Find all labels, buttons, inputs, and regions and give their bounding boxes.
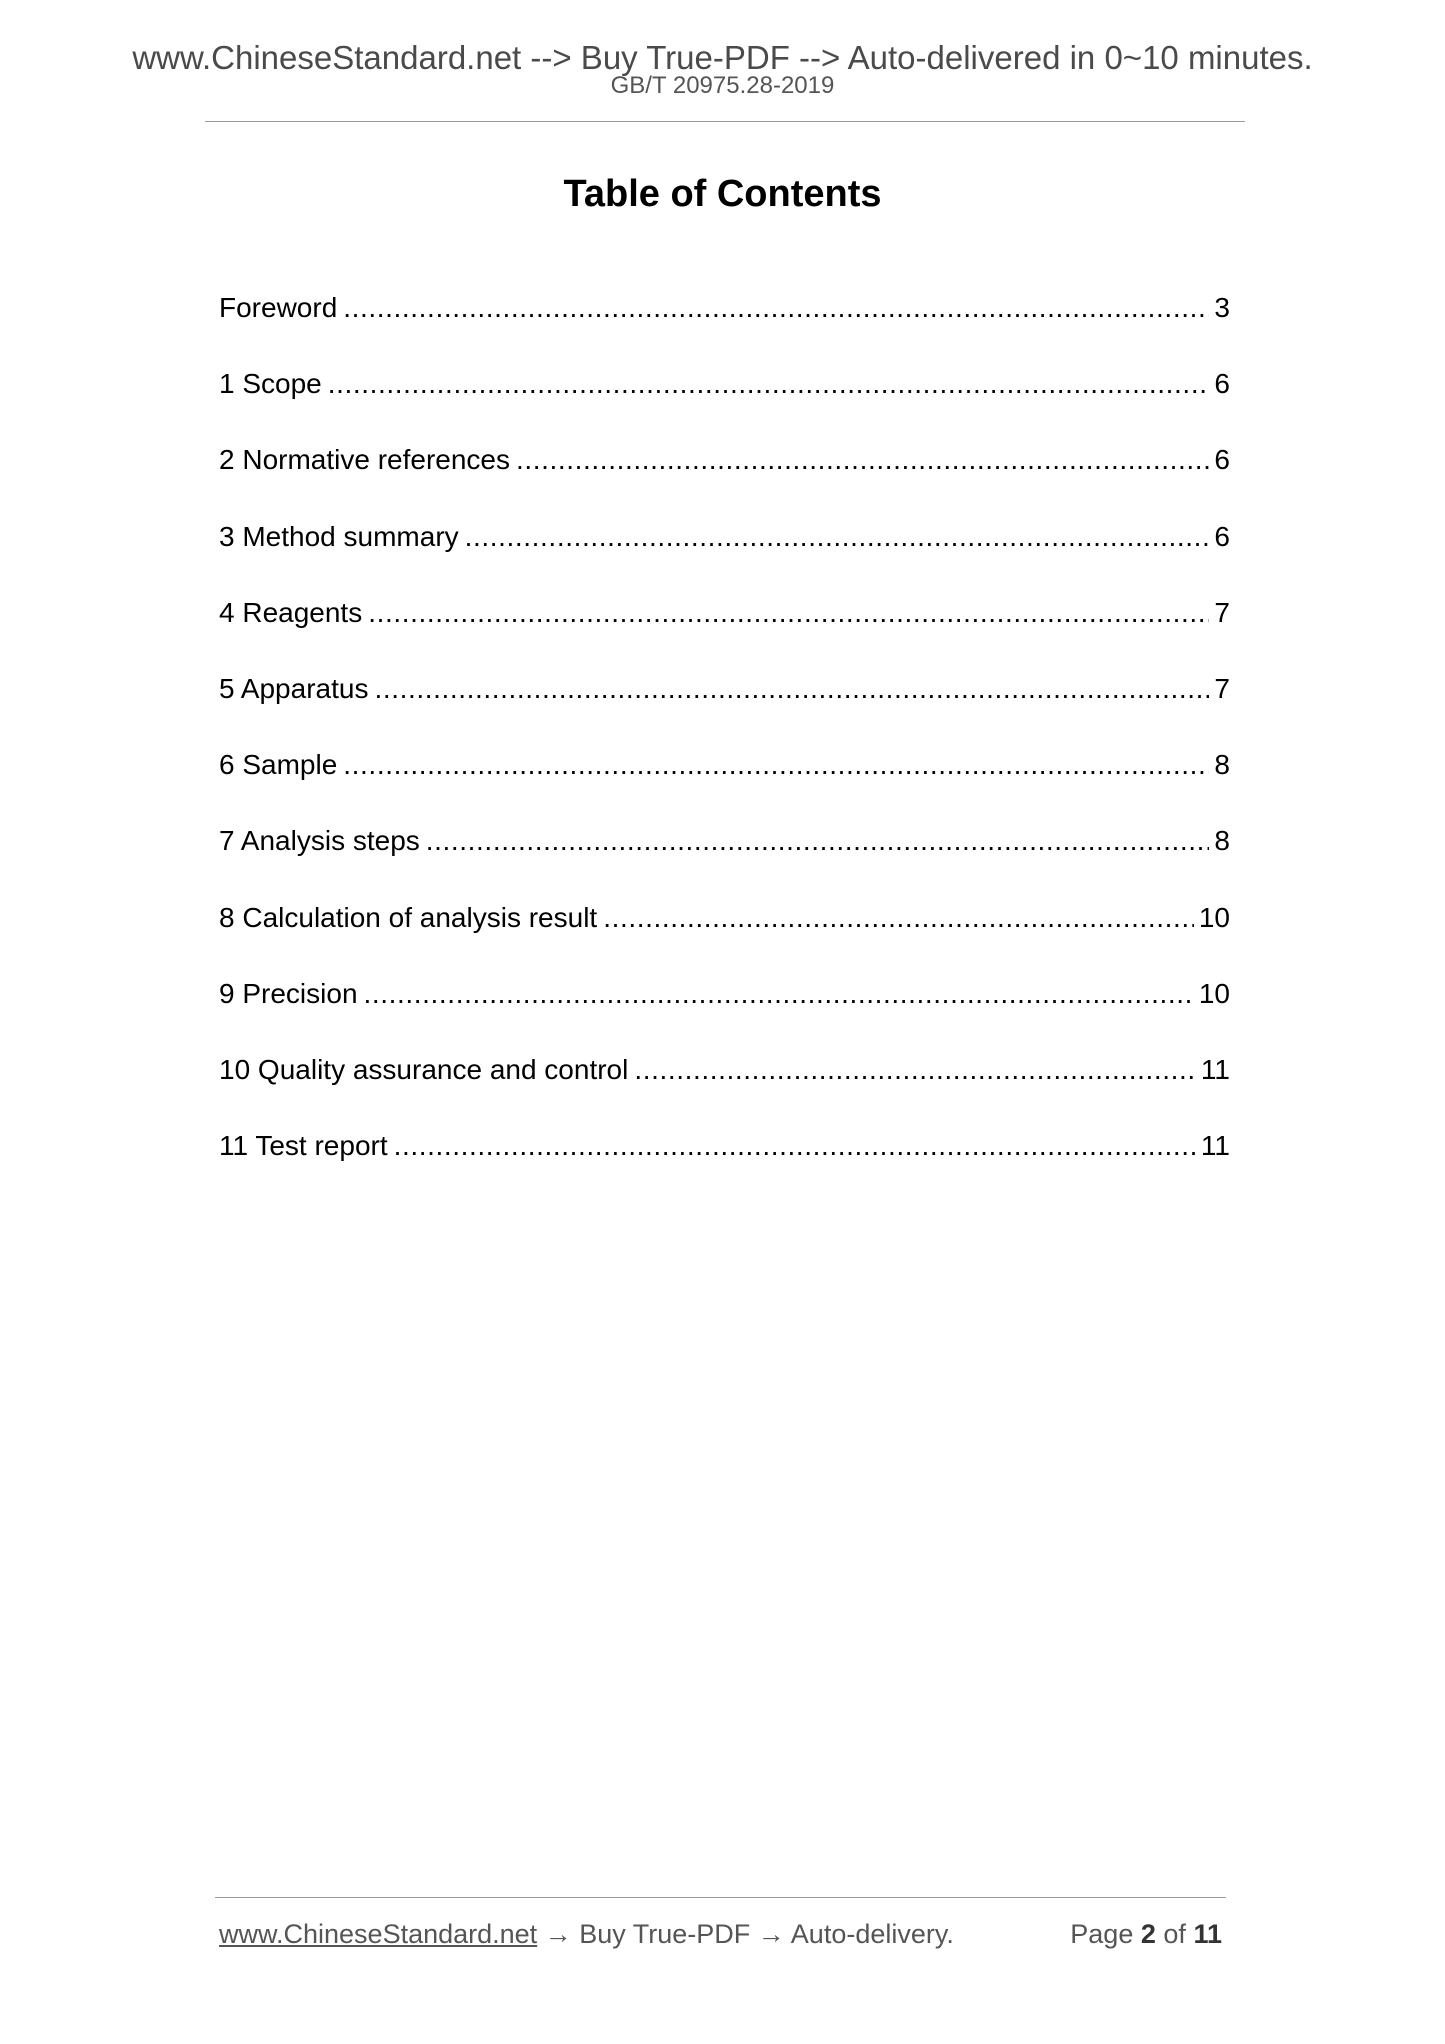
page-total: 11 bbox=[1193, 1919, 1222, 1949]
toc-entry-normative-references[interactable] bbox=[219, 440, 1230, 516]
toc-leader-dots bbox=[364, 974, 1194, 1014]
toc-entry-label: 10 Quality assurance and control bbox=[219, 1053, 629, 1085]
toc-entry-page: 3 bbox=[1214, 292, 1230, 323]
toc-entry-page: 6 bbox=[1214, 368, 1230, 400]
toc-leader-dots bbox=[634, 1050, 1196, 1090]
toc-entry-label: 9 Precision bbox=[219, 977, 358, 1009]
toc-leader-dots bbox=[426, 821, 1210, 861]
toc-entry-page: 7 bbox=[1214, 672, 1230, 704]
page-counter bbox=[1070, 1916, 1222, 1952]
toc-entry-page: 11 bbox=[1200, 1053, 1230, 1085]
toc-entry-page: 11 bbox=[1200, 1130, 1230, 1162]
toc-leader-dots bbox=[394, 1126, 1196, 1166]
toc-entry-reagents[interactable] bbox=[219, 593, 1230, 669]
arrow-right-icon: → bbox=[757, 1919, 785, 1949]
toc-entry-label: 1 Scope bbox=[219, 368, 322, 400]
toc-entry-calculation[interactable] bbox=[219, 898, 1230, 974]
page-of-word: of bbox=[1163, 1919, 1186, 1949]
toc-entry-label: 3 Method summary bbox=[219, 520, 459, 552]
toc-entry-scope[interactable] bbox=[219, 364, 1230, 440]
toc-entry-page: 6 bbox=[1214, 520, 1230, 552]
toc-entry-analysis-steps[interactable] bbox=[219, 821, 1230, 897]
page-current: 2 bbox=[1140, 1919, 1156, 1949]
toc-leader-dots bbox=[328, 364, 1210, 404]
toc-entry-page: 10 bbox=[1198, 901, 1230, 933]
toc-leader-dots bbox=[343, 745, 1209, 785]
toc-entry-page: 7 bbox=[1214, 596, 1230, 628]
toc-entry-method-summary[interactable] bbox=[219, 517, 1230, 593]
toc-leader-dots bbox=[516, 440, 1209, 480]
site-banner: www.ChineseStandard.net --> Buy True-PDF --> Auto-delivered in 0~10 minutes. bbox=[132, 39, 1313, 76]
page-word: Page bbox=[1070, 1919, 1134, 1949]
toc-entry-precision[interactable] bbox=[219, 974, 1230, 1050]
toc-entry-page: 10 bbox=[1198, 977, 1230, 1009]
toc-entry-quality-assurance[interactable] bbox=[219, 1050, 1230, 1126]
toc-entry-label: 5 Apparatus bbox=[219, 672, 369, 704]
toc-leader-dots bbox=[465, 517, 1210, 557]
toc-leader-dots bbox=[374, 669, 1209, 709]
toc-title: Table of Contents bbox=[563, 173, 882, 215]
header-divider bbox=[205, 121, 1245, 122]
document-id: GB/T 20975.28-2019 bbox=[610, 72, 835, 99]
footer-buy-text: Buy True-PDF bbox=[579, 1919, 751, 1949]
toc-leader-dots bbox=[343, 288, 1209, 328]
footer-site-link[interactable]: www.ChineseStandard.net bbox=[219, 1919, 538, 1949]
toc-entry-label: 11 Test report bbox=[219, 1130, 388, 1162]
toc-entry-foreword[interactable] bbox=[219, 288, 1230, 364]
toc-entry-label: 4 Reagents bbox=[219, 596, 363, 628]
toc-entry-test-report[interactable] bbox=[219, 1126, 1230, 1202]
toc-leader-dots bbox=[368, 593, 1209, 633]
toc-entry-label: 7 Analysis steps bbox=[219, 825, 420, 857]
toc-entry-page: 8 bbox=[1214, 825, 1230, 857]
footer-promo bbox=[219, 1916, 954, 1952]
toc-entry-label: 8 Calculation of analysis result bbox=[219, 901, 598, 933]
footer-divider bbox=[215, 1897, 1226, 1898]
toc-leader-dots bbox=[603, 898, 1194, 938]
toc-entry-label: 2 Normative references bbox=[219, 444, 511, 476]
arrow-right-icon: → bbox=[544, 1919, 572, 1949]
toc-entry-page: 6 bbox=[1214, 444, 1230, 476]
toc-entry-page: 8 bbox=[1214, 749, 1230, 781]
toc-list bbox=[219, 288, 1230, 1202]
toc-entry-label: 6 Sample bbox=[219, 749, 338, 781]
toc-entry-label: Foreword bbox=[219, 292, 338, 323]
footer-delivery-text: Auto-delivery. bbox=[790, 1919, 954, 1949]
toc-entry-apparatus[interactable] bbox=[219, 669, 1230, 745]
toc-entry-sample[interactable] bbox=[219, 745, 1230, 821]
